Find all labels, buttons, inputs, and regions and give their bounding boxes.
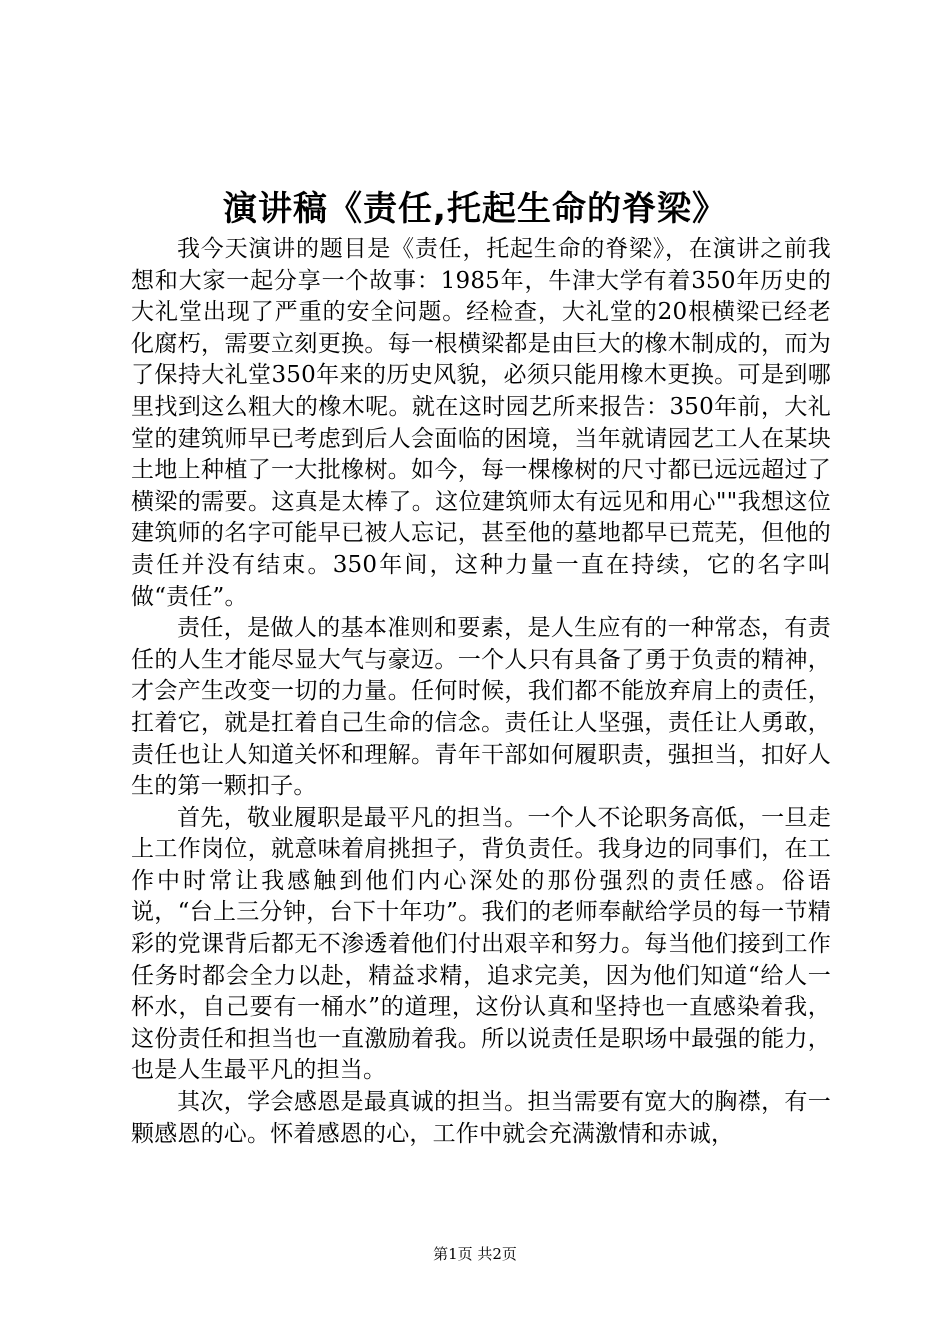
paragraph: 首先，敬业履职是最平凡的担当。一个人不论职务高低，一旦走上工作岗位，就意味着肩挑担子，背负责任。我身边的同事们，在工作中时常让我感触到他们内心深处的那份强烈的责任感。俗语说，“台上三分钟，台下十年功”。我们的老师奉献给学员的每一节精彩的党课背后都无不渗透着他们付出艰辛和努力。每当他们接到工作任务时都会全力以赴，精益求精，追求完美，因为他们知道“给人一杯水，自己要有一桶水”的道理，这份认真和坚持也一直感染着我，这份责任和担当也一直激励着我。所以说责任是职场中最强的能力，也是人生最平凡的担当。: [131, 804, 831, 1084]
paragraph: 其次，学会感恩是最真诚的担当。担当需要有宽大的胸襟，有一颗感恩的心。怀着感恩的心，工作中就会充满激情和赤诚，: [131, 1089, 831, 1147]
document-title: 演讲稿《责任,托起生命的脊梁》: [223, 189, 727, 229]
paragraph: 我今天演讲的题目是《责任，托起生命的脊梁》，在演讲之前我想和大家一起分享一个故事：1985年，牛津大学有着350年历史的大礼堂出现了严重的安全问题。经检查，大礼堂的20根横梁已经老化腐朽，需要立刻更换。每一根横梁都是由巨大的橡木制成的，而为了保持大礼堂350年来的历史风貌，必须只能用橡木更换。可是到哪里找到这么粗大的橡木呢。就在这时园艺所来报告：350年前，大礼堂的建筑师早已考虑到后人会面临的困境，当年就请园艺工人在某块土地上种植了一大批橡树。如今，每一棵橡树的尺寸都已远远超过了横梁的需要。这真是太棒了。这位建筑师太有远见和用心""我想这位建筑师的名字可能早已被人忘记，甚至他的墓地都早已荒芜，但他的责任并没有结束。350年间，这种力量一直在持续，它的名字叫做“责任”。: [131, 236, 831, 610]
document-body: [131, 234, 831, 1150]
page-number-footer: 第1页 共2页: [433, 1245, 517, 1263]
paragraph: 责任，是做人的基本准则和要素，是人生应有的一种常态，有责任的人生才能尽显大气与豪迈。一个人只有具备了勇于负责的精神，才会产生改变一切的力量。任何时候，我们都不能放弃肩上的责任，扛着它，就是扛着自己生命的信念。责任让人坚强，责任让人勇敢，责任也让人知道关怀和理解。青年干部如何履职责，强担当，扣好人生的第一颗扣子。: [131, 615, 831, 800]
